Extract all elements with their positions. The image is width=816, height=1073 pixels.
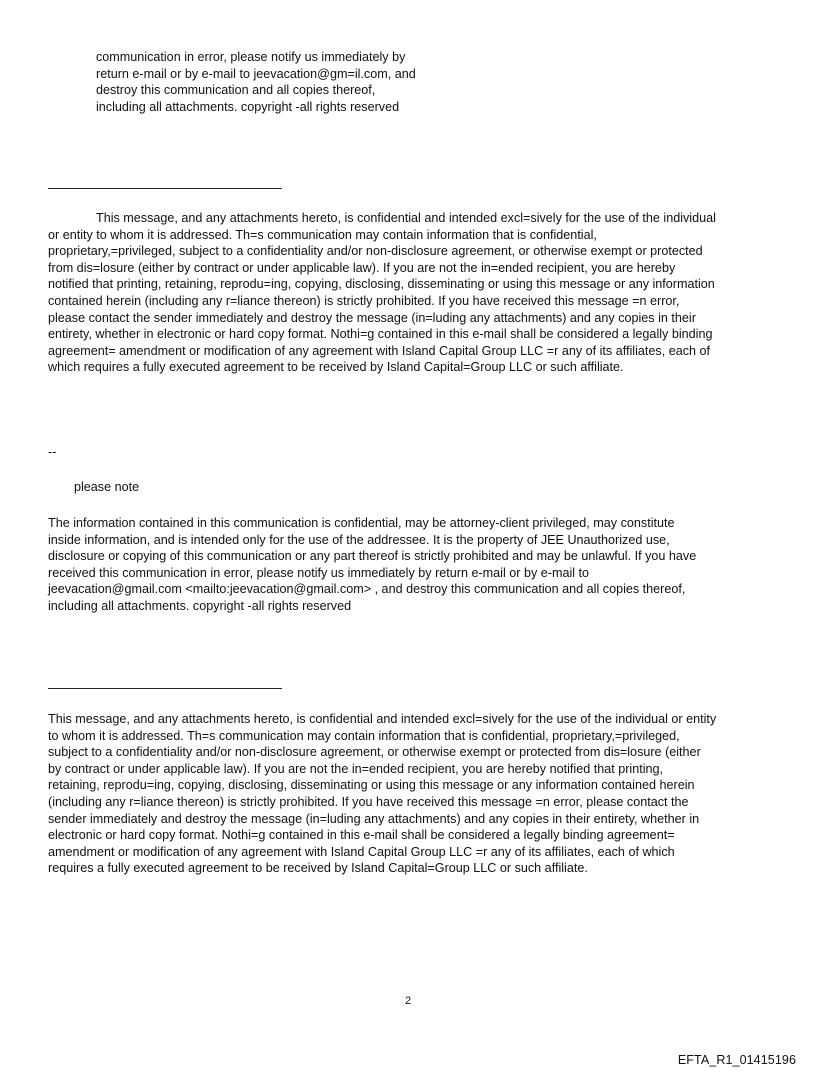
intro-paragraph: communication in error, please notify us immediately by return e-mail or by e-mail to jeevacation@gm=il.com, and destroy this communication and all copies thereof, including all attachments. copyright -all rights reserved	[96, 50, 416, 114]
document-id: EFTA_R1_01415196	[677, 1053, 796, 1067]
horizontal-rule	[48, 688, 282, 689]
disclaimer-paragraph-2: This message, and any attachments hereto, is confidential and intended excl=sively for the use of the individual or entity to whom it is addressed. Th=s communication may contain information that is confidential, proprietary,=privileged, subject to a confidentiality and/or non-disclosure agreement, or otherwise exempt or protected from dis=losure (either by contract or under applicable law). If you are not the in=ended recipient, you are hereby notified that printing, retaining, reprodu=ing, copying, disclosing, disseminating or using this message or any information contained herein (including any r=liance thereon) is strictly prohibited. If you have received this message =n error, please contact the sender immediately and destroy the message (in=luding any attachments) and any copies in their entirety, whether in electronic or hard copy format. Nothi=g contained in this e-mail shall be considered a legally binding agreement= amendment or modification of any agreement with Island Capital Group LLC =r any of its affiliates, each of which requires a fully executed agreement to be received by Island Capital=Group LLC or such affiliate.	[48, 712, 717, 876]
horizontal-rule	[48, 188, 282, 189]
confidentiality-notice: The information contained in this communication is confidential, may be attorney-client privileged, may constitute inside information, and is intended only for the use of the addressee. It is the property of JEE Unauthorized use, disclosure or copying of this communication or any part thereof is strictly prohibited and may be unlawful. If you have received this communication in error, please notify us immediately by return e-mail or by e-mail to jeevacation@gmail.com <mailto:jeevacation@gmail.com> , and destroy this communication and all copies thereof, including all attachments. copyright -all rights reserved	[48, 516, 697, 613]
disclaimer-paragraph-1	[48, 210, 778, 376]
page-number: 2	[404, 995, 412, 1007]
note-label: please note	[74, 480, 140, 494]
disclaimer-text-1: This message, and any attachments hereto, is confidential and intended excl=sively for the use of the individual or entity to whom it is addressed. Th=s communication may contain information that is confidential, proprietary,=privileged, subject to a confidentiality and/or non-disclosure agreement, or otherwise exempt or protected from dis=losure (either by contract or under applicable law). If you are not the in=ended recipient, you are hereby notified that printing, retaining, reprodu=ing, copying, disclosing, disseminating or using this message or any information contained herein (including any r=liance thereon) is strictly prohibited. If you have received this message =n error, please contact the sender immediately and destroy the message (in=luding any attachments) and any copies in their entirety, whether in electronic or hard copy format. Nothi=g contained in this e-mail shall be considered a legally binding agreement= amendment or modification of any agreement with Island Capital Group LLC =r any of its affiliates, each of which requires a fully executed agreement to be received by Island Capital=Group LLC or such affiliate.	[48, 211, 716, 375]
signature-separator: --	[48, 445, 57, 459]
